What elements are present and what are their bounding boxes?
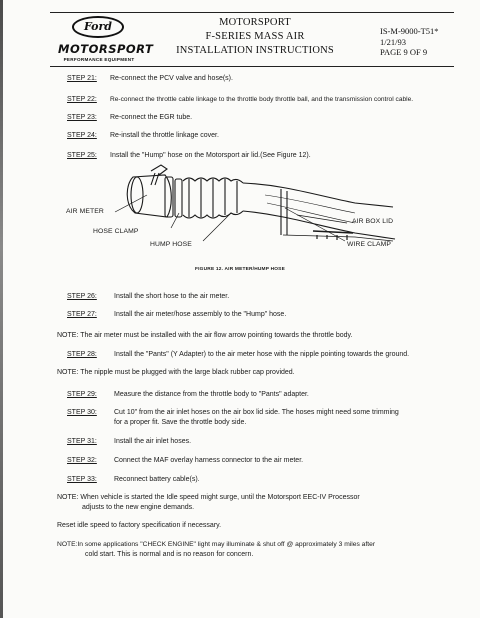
step-label: STEP 25: <box>67 152 97 159</box>
reset-idle-line: Reset idle speed to factory specification if necessary. <box>57 522 222 529</box>
step-label: STEP 22: <box>67 96 97 103</box>
callout-hump-hose: HUMP HOSE <box>150 241 192 248</box>
air-box-lid-drawing <box>281 189 287 235</box>
step-label: STEP 28: <box>67 351 97 358</box>
step-text: Install the air inlet hoses. <box>114 438 192 445</box>
note-idle-surge: NOTE: When vehicle is started the Idle speed might surge, until the Motorsport EEC-IV Processor <box>57 494 360 501</box>
title-line-2: F-SERIES MASS AIR <box>205 31 305 42</box>
note-check-engine: NOTE:In some applications "CHECK ENGINE" light may illuminate & shut off @ approximately 3 miles after <box>57 541 376 548</box>
step-text: Re-connect the PCV valve and hose(s). <box>110 75 233 82</box>
step-label: STEP 32: <box>67 457 97 464</box>
step-label: STEP 26: <box>67 293 97 300</box>
step-30-continued: for a proper fit. Save the throttle body side. <box>114 419 247 426</box>
step-text: Connect the MAF overlay harness connector to the air meter. <box>114 457 304 464</box>
header-bottom-rule <box>50 66 454 67</box>
step-text: Install the "Hump" hose on the Motorsport air lid.(See Figure 12). <box>110 152 311 159</box>
step-text: Re-connect the EGR tube. <box>110 114 193 121</box>
title-line-3: INSTALLATION INSTRUCTIONS <box>176 45 334 56</box>
doc-number: IS-M-9000-T51* <box>380 26 439 36</box>
callout-wire-clamp: WIRE CLAMP <box>347 241 392 248</box>
ford-motorsport-logo <box>58 16 154 64</box>
page-number: PAGE 9 OF 9 <box>380 47 428 57</box>
note-idle-surge-continued: adjusts to the new engine demands. <box>82 504 195 511</box>
step-text: Reconnect battery cable(s). <box>114 476 200 483</box>
step-text: Re-install the throttle linkage cover. <box>110 132 219 139</box>
callout-air-box-lid: AIR BOX LID <box>352 218 394 225</box>
step-label: STEP 30: <box>67 409 97 416</box>
step-text: Measure the distance from the throttle body to "Pants" adapter. <box>114 391 309 398</box>
step-text: Install the air meter/hose assembly to the "Hump" hose. <box>114 311 287 318</box>
brand-subtitle: PERFORMANCE EQUIPMENT <box>63 57 135 62</box>
step-label: STEP 33: <box>67 476 97 483</box>
callout-hose-clamp: HOSE CLAMP <box>93 228 139 235</box>
step-text: Install the "Pants" (Y Adapter) to the air meter hose with the nipple pointing towards the ground. <box>114 351 410 358</box>
callout-air-meter: AIR METER <box>66 208 104 215</box>
brand-wordmark: MOTORSPORT <box>58 42 154 56</box>
note-check-engine-continued: cold start. This is normal and is no reason for concern. <box>85 551 254 558</box>
note-air-flow-arrow: NOTE: The air meter must be installed with the air flow arrow pointing towards the throttle body. <box>57 332 353 339</box>
hump-hose-drawing <box>183 178 243 218</box>
step-text: Cut 10" from the air inlet hoses on the air box lid side. The hoses might need some trimming <box>114 409 399 416</box>
step-text: Install the short hose to the air meter. <box>114 293 230 300</box>
step-label: STEP 31: <box>67 438 97 445</box>
step-label: STEP 29: <box>67 391 97 398</box>
ford-oval-icon: Ford <box>72 16 124 38</box>
header-top-rule <box>50 12 454 13</box>
step-label: STEP 24: <box>67 132 97 139</box>
step-label: STEP 21: <box>67 75 97 82</box>
step-text: Re-connect the throttle cable linkage to the throttle body throttle ball, and the transmission control cable. <box>110 96 414 103</box>
figure-caption: FIGURE 12. AIR METER/HUMP HOSE <box>195 267 285 272</box>
step-label: STEP 27: <box>67 311 97 318</box>
doc-date: 1/21/93 <box>380 37 406 47</box>
step-label: STEP 23: <box>67 114 97 121</box>
title-line-1: MOTORSPORT <box>219 17 291 28</box>
note-nipple-plug: NOTE: The nipple must be plugged with the large black rubber cap provided. <box>57 369 295 376</box>
